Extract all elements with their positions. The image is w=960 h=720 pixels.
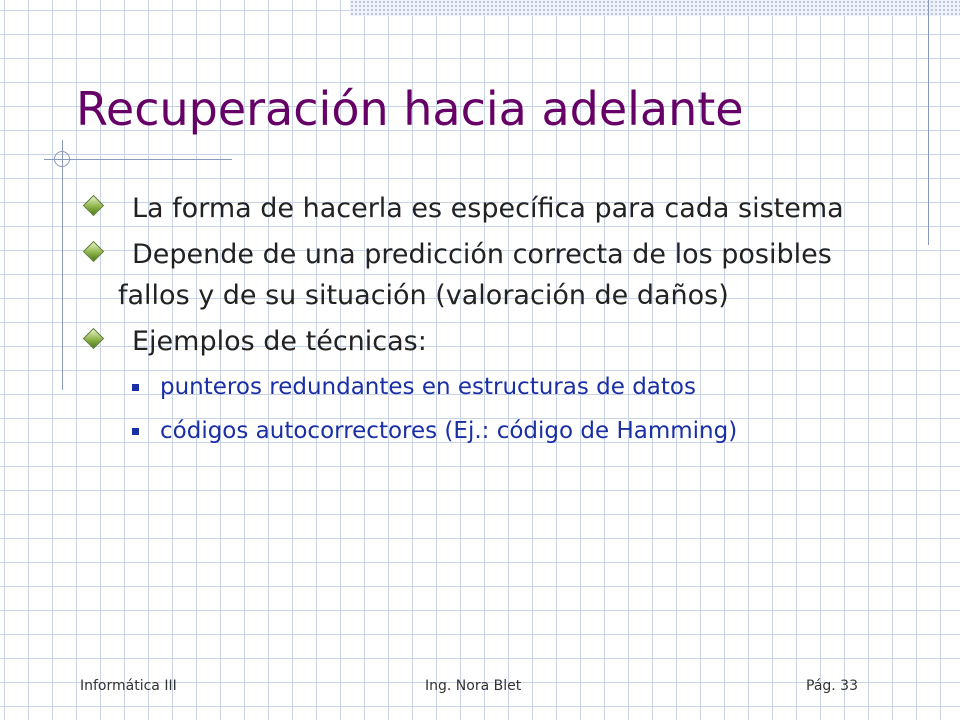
title-circle-ornament — [54, 151, 70, 167]
footer-author: Ing. Nora Blet — [425, 678, 522, 694]
bullet-text: Depende de una predicción correcta de los posibles fallos y de su situación (valoración de daños) — [118, 239, 832, 311]
green-diamond-icon — [83, 328, 104, 349]
bullet-item — [80, 188, 880, 229]
bullet-item — [80, 234, 880, 316]
title-rule — [44, 159, 232, 160]
sub-bullet-item — [80, 367, 880, 407]
blue-square-icon — [132, 428, 139, 435]
sub-bullet-item — [80, 411, 880, 451]
sub-bullet-text: punteros redundantes en estructuras de datos — [160, 374, 696, 400]
sub-bullet-text: códigos autocorrectores (Ej.: código de Hamming) — [160, 418, 738, 444]
green-diamond-icon — [83, 241, 104, 262]
footer-page-number: Pág. 33 — [806, 678, 858, 694]
decorative-right-line — [928, 0, 929, 245]
bullet-text: La forma de hacerla es específica para cada sistema — [132, 193, 844, 224]
bullet-item — [80, 321, 880, 362]
decorative-top-band — [350, 0, 960, 16]
footer-course: Informática III — [80, 678, 177, 694]
green-diamond-icon — [83, 195, 104, 216]
blue-square-icon — [132, 384, 139, 391]
decorative-left-line — [62, 140, 63, 390]
bullet-list — [80, 188, 880, 451]
slide-title: Recuperación hacia adelante — [76, 82, 744, 136]
bullet-text: Ejemplos de técnicas: — [132, 326, 427, 357]
